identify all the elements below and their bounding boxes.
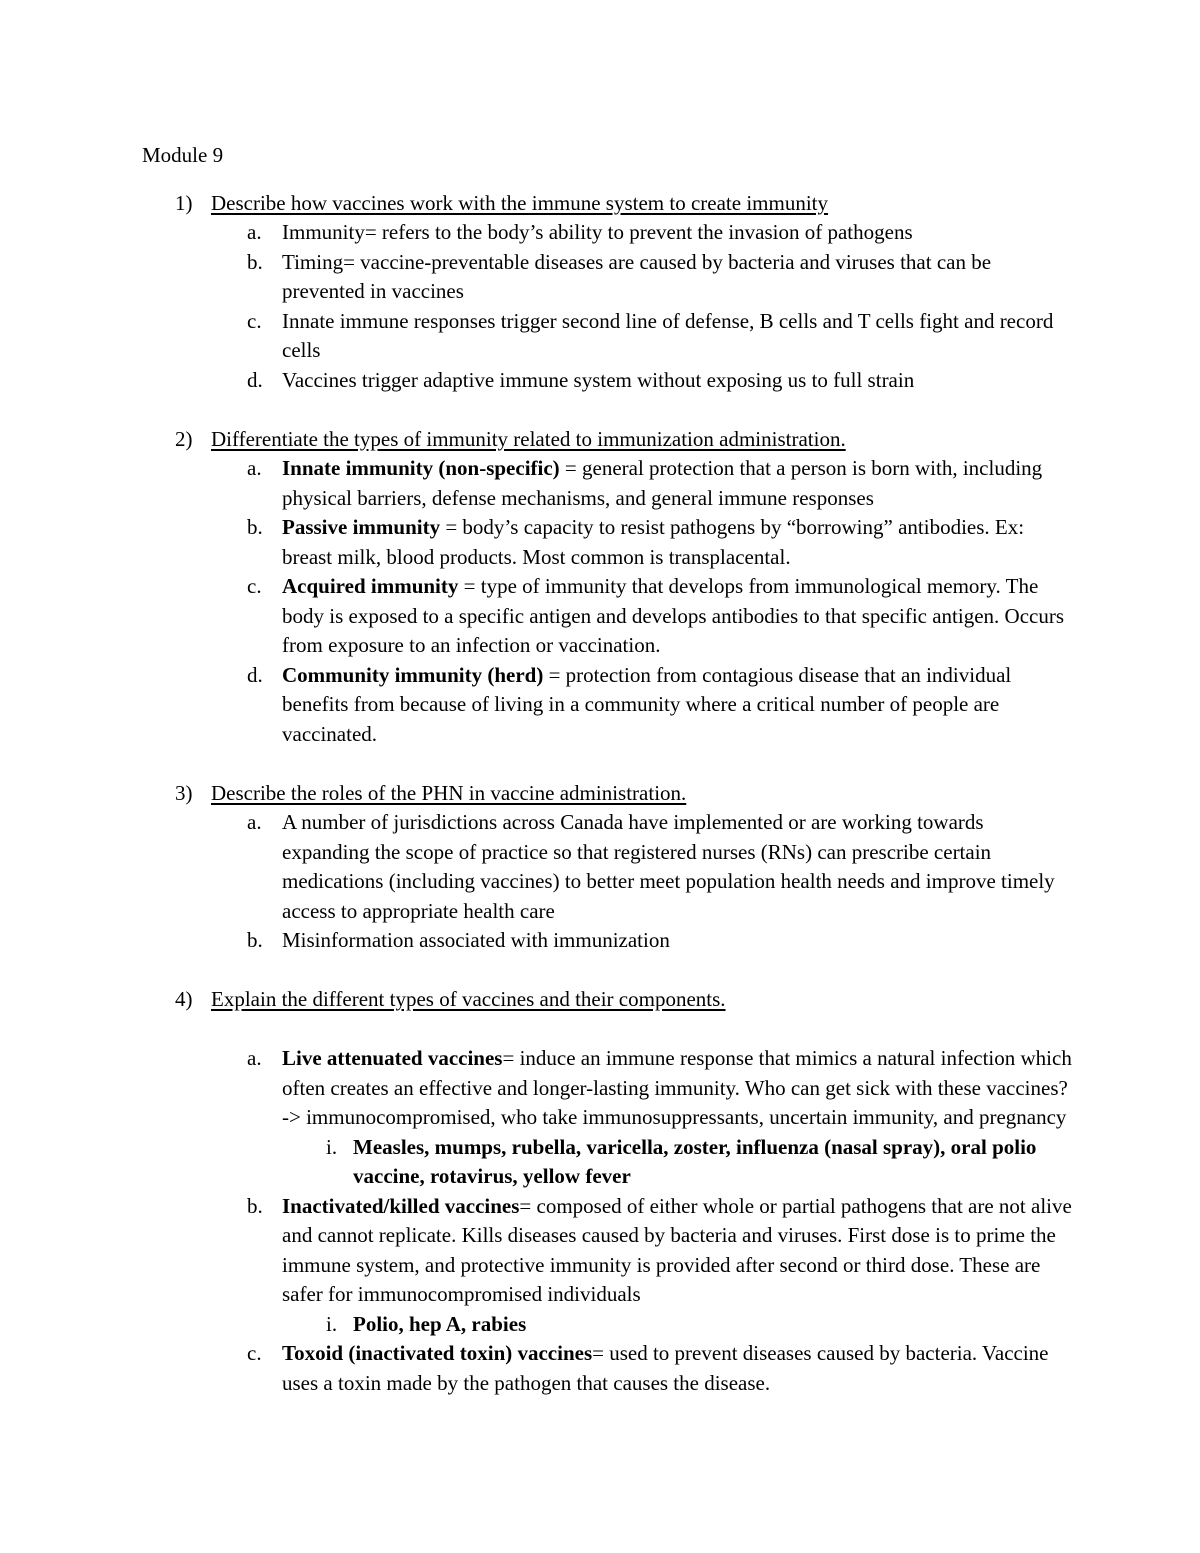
list-marker: b. <box>247 928 263 952</box>
sub-list-marker: i. <box>326 1311 338 1336</box>
list-marker: c. <box>247 574 262 598</box>
question-number: 3) <box>175 780 193 805</box>
list-item <box>142 454 1072 513</box>
question-3 <box>142 779 1072 956</box>
list-marker: b. <box>247 1193 263 1218</box>
list-item <box>142 513 1072 572</box>
term: Toxoid (inactivated toxin) vaccines <box>282 1341 593 1365</box>
list-item-text: Timing= vaccine-preventable diseases are caused by bacteria and viruses that can be prevented in vaccines <box>282 249 992 303</box>
list-marker: c. <box>247 308 262 333</box>
definition: = protection from contagious disease that an individual benefits from because of living in a community where a critical number of people are vaccinated. <box>282 662 1012 746</box>
list-item <box>142 366 1072 396</box>
examples: Polio, hep A, rabies <box>353 1311 527 1336</box>
page-title: Module 9 <box>142 143 224 167</box>
definition: = induce an immune response that mimics a natural infection which often creates an effective and longer-lasting immunity. Who can get sick with these vaccines? -> immunocompromised, who take immunosuppressants, uncertain immunity, and pregnancy <box>282 1046 1072 1129</box>
list-item <box>142 1044 1072 1192</box>
list-marker: c. <box>247 1341 262 1365</box>
definition: = type of immunity that develops from immunological memory. The body is exposed to a specific antigen and develops antibodies to that specific antigen. Occurs from exposure to an infection or vaccination. <box>282 574 1065 657</box>
list-item-text: Immunity= refers to the body’s ability to prevent the invasion of pathogens <box>282 220 913 244</box>
question-text: Describe how vaccines work with the immune system to create immunity <box>211 190 829 215</box>
definition: = general protection that a person is born with, including physical barriers, defense mechanisms, and general immune responses <box>282 456 1043 510</box>
term: Innate immunity (non-specific) <box>282 456 560 480</box>
list-marker: d. <box>247 662 263 687</box>
list-marker: a. <box>247 456 262 480</box>
list-item-text: A number of jurisdictions across Canada have implemented or are working towards expanding the scope of practice so that registered nurses (RNs) can prescribe certain medications (including vaccines) to better meet population health needs and improve timely access to appropriate health care <box>282 810 1055 923</box>
list-item-text: Innate immune responses trigger second line of defense, B cells and T cells fight and record cells <box>282 308 1054 362</box>
sub-list-item <box>142 1310 1072 1340</box>
term: Inactivated/killed vaccines <box>282 1193 520 1218</box>
list-item <box>142 572 1072 661</box>
term: Acquired immunity <box>282 574 459 598</box>
question-number: 2) <box>175 426 193 451</box>
term: Passive immunity <box>282 515 441 539</box>
list-marker: a. <box>247 810 262 834</box>
spacer <box>211 1015 1072 1045</box>
definition: = body’s capacity to resist pathogens by “borrowing” antibodies. Ex: breast milk, blood products. Most common is transplacental. <box>282 515 1025 569</box>
list-item <box>142 808 1072 926</box>
question-text: Explain the different types of vaccines and their components. <box>211 987 726 1011</box>
question-2 <box>142 425 1072 750</box>
question-text: Describe the roles of the PHN in vaccine administration. <box>211 780 687 805</box>
list-item <box>142 926 1072 956</box>
list-marker: d. <box>247 367 263 392</box>
document-content <box>142 141 1072 1428</box>
term: Community immunity (herd) <box>282 662 544 687</box>
list-item <box>142 1339 1072 1398</box>
list-item <box>142 307 1072 366</box>
question-number: 4) <box>175 987 193 1011</box>
definition: = composed of either whole or partial pathogens that are not alive and cannot replicate. Kills diseases caused by bacteria and viruses. First dose is to prime the immune system, and protective immunity is provided after second or third dose. These are safer for immunocompromised individuals <box>282 1193 1072 1306</box>
list-marker: b. <box>247 515 263 539</box>
list-item <box>142 218 1072 248</box>
list-item-text: Vaccines trigger adaptive immune system without exposing us to full strain <box>282 367 915 392</box>
list-marker: a. <box>247 220 262 244</box>
sub-list-marker: i. <box>326 1134 338 1159</box>
examples: Measles, mumps, rubella, varicella, zoster, influenza (nasal spray), oral polio vaccine, rotavirus, yellow fever <box>353 1134 1037 1188</box>
list-item-text: Misinformation associated with immunization <box>282 928 670 952</box>
question-4 <box>142 985 1072 1398</box>
list-marker: a. <box>247 1046 262 1070</box>
list-item <box>142 248 1072 307</box>
question-number: 1) <box>175 190 193 215</box>
question-text: Differentiate the types of immunity related to immunization administration. <box>211 426 846 451</box>
term: Live attenuated vaccines <box>282 1046 503 1070</box>
sub-list-item <box>142 1133 1072 1192</box>
list-marker: b. <box>247 249 263 274</box>
question-1 <box>142 189 1072 396</box>
list-item <box>142 661 1072 750</box>
definition: = used to prevent diseases caused by bacteria. Vaccine uses a toxin made by the pathogen that causes the disease. <box>282 1341 1049 1395</box>
list-item <box>142 1192 1072 1340</box>
